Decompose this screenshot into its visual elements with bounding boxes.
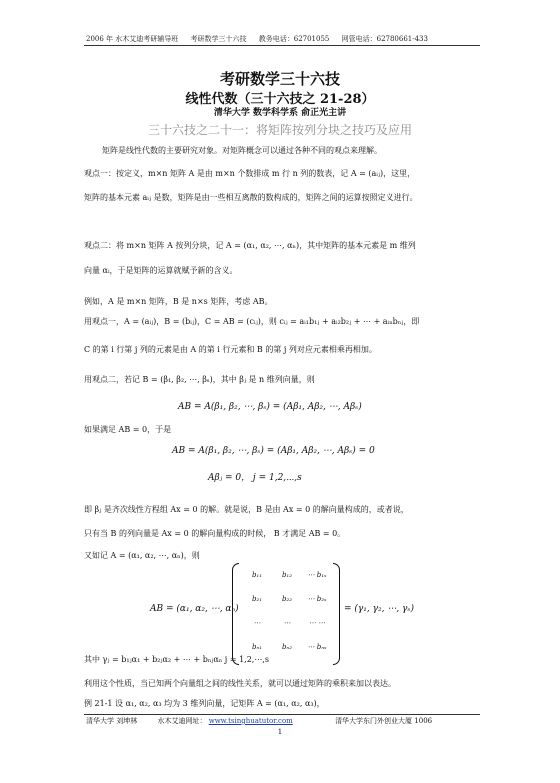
condition-text: 如果满足 AB = 0，于是 — [84, 425, 172, 434]
matrix-row — [242, 571, 334, 579]
equation-2: AB = A(β₁, β₂, ⋯, βₛ) = (Aβ₁, Aβ₂, ⋯, Aβₛ) = 0 — [172, 446, 375, 456]
footer-mid: 水木艾迪网址： — [157, 717, 207, 725]
footer-divider — [84, 714, 480, 715]
matrix-left-paren — [232, 563, 239, 665]
sub-title: 线性代数（三十六技之 21-28） — [185, 92, 375, 107]
page-number: 1 — [277, 728, 283, 736]
section-title: 三十六技之二十一：将矩阵按列分块之技巧及应用 — [147, 123, 412, 137]
matrix-cell: bₙ₂ — [281, 643, 293, 651]
matrix-cell: ⋯ ⋯ — [308, 619, 326, 627]
matrix-row — [242, 643, 334, 651]
page-header — [86, 34, 486, 44]
footer-url-link[interactable]: www.tsinghuatutor.com — [208, 717, 293, 725]
matrix-cell: ⋯ b₁ₛ — [307, 571, 327, 579]
matrix-b — [232, 563, 340, 665]
equation-1: AB = A(β₁, β₂, ⋯, βₛ) = (Aβ₁, Aβ₂, ⋯, Aβₛ) — [178, 402, 362, 412]
matrix-row — [242, 595, 334, 603]
use-view1-explain: C 的第 i 行第 j 列的元素是由 A 的第 i 行元素和 B 的第 j 列对应元素相乘再相加。 — [84, 345, 377, 354]
again-text: 又如记 A = (α₁, α₂, ⋯, αₙ)，则 — [84, 551, 200, 560]
matrix-cell: ⋯ — [253, 619, 261, 627]
conclusion-line2: 只有当 B 的列向量是 Ax = 0 的解向量构成的时候， B 才满足 AB = 0。 — [84, 529, 346, 538]
author-line: 清华大学 数学科学系 俞正光主讲 — [213, 108, 347, 118]
example-intro: 例如，A 是 m×n 矩阵，B 是 n×s 矩阵，考虑 AB。 — [84, 297, 273, 306]
matrix-cell: b₁₂ — [281, 571, 293, 579]
example-21-1: 例 21-1 设 α₁, α₂, α₃ 均为 3 维列向量，记矩阵 A = (α₁, α₂, α₃)， — [84, 699, 325, 708]
matrix-cell: ⋯ bₙₛ — [307, 643, 327, 651]
footer-left: 清华大学 刘坤林 — [86, 717, 138, 725]
matrix-row — [242, 619, 334, 627]
intro-text: 矩阵是线性代数的主要研究对象。对矩阵概念可以通过各种不同的观点来理解。 — [102, 146, 382, 155]
use-view1: 用观点一，A = (aᵢⱼ)，B = (bᵢⱼ)，C = AB = (cᵢⱼ)，则 cᵢⱼ = aᵢ₁b₁ⱼ + aᵢ₂b₂ⱼ + ⋯ + aᵢₙbₙⱼ，即 — [84, 317, 420, 326]
where-text: 其中 γⱼ = b₁ⱼα₁ + b₂ⱼα₂ + ⋯ + bₙⱼαₙ j = 1,2,⋯,s — [84, 655, 269, 664]
matrix-cell: b₂₂ — [281, 595, 293, 603]
equation-4-right: = (γ₁, γ₂, ⋯, γₛ) — [344, 604, 414, 614]
matrix-cell: ⋯ — [283, 619, 291, 627]
matrix-right-paren — [333, 563, 340, 665]
equation-4-left: AB = (α₁, α₂, ⋯, αₙ) — [150, 604, 239, 614]
matrix-cell: b₁₁ — [251, 571, 263, 579]
view1-line2: 矩阵的基本元素 aᵢⱼ 是数，矩阵是由一些相互离散的数构成的，矩阵之间的运算按照定义进行。 — [84, 193, 418, 202]
equation-3: Aβⱼ = 0， j = 1,2,⋯,s — [208, 473, 302, 483]
header-left: 2006 年 水木艾迪考研辅导班 — [86, 35, 179, 43]
page-footer — [86, 716, 486, 726]
conclusion-line1: 即 βⱼ 是齐次线性方程组 Ax = 0 的解。就是说，B 是由 Ax = 0 的解向量构成的，或者说， — [84, 505, 409, 514]
view1-line1: 观点一：按定义，m×n 矩阵 A 是由 m×n 个数排成 m 行 n 列的数表，记 A = (aᵢⱼ)，这里， — [84, 169, 416, 178]
matrix-cell: ⋯ b₂ₛ — [307, 595, 327, 603]
use-view2: 用观点二，若记 B = (β₁, β₂, ⋯, βₛ)，其中 βⱼ 是 n 维列向量，则 — [84, 375, 315, 384]
matrix-cell: bₙ₁ — [251, 643, 263, 651]
view2-line2: 向量 αᵢ，于是矩阵的运算就赋予新的含义。 — [84, 266, 238, 275]
header-hotline: 网管电话：62780661-433 — [341, 35, 428, 43]
main-title: 考研数学三十六技 — [219, 70, 340, 88]
matrix-cell: b₂₁ — [251, 595, 263, 603]
use3-text: 利用这个性质，当已知两个向量组之间的线性关系，就可以通过矩阵的乘积来加以表达。 — [84, 679, 396, 688]
view2-line1: 观点二：将 m×n 矩阵 A 按列分块，记 A = (α₁, α₂, ⋯, αₙ)，其中矩阵的基本元素是 m 维列 — [84, 241, 416, 250]
footer-right: 清华大学东门外创业大厦 1006 — [335, 717, 433, 725]
header-divider — [84, 45, 480, 46]
header-middle: 考研数学三十六技 — [190, 35, 247, 43]
header-phone: 教务电话：62701055 — [258, 35, 330, 43]
